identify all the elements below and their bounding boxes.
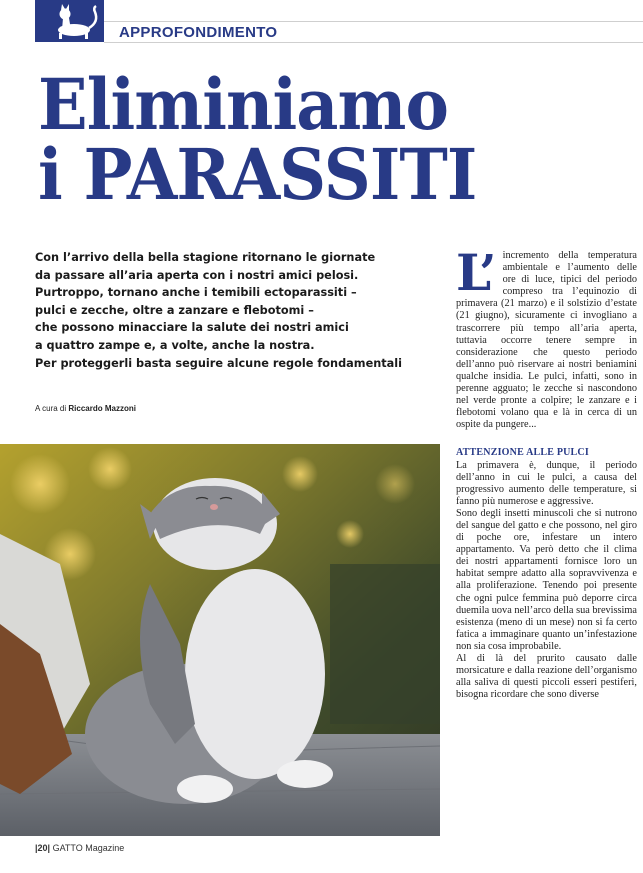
lead-paragraph (35, 249, 415, 372)
lead-line: Per proteggerli basta seguire alcune regole fondamentali (35, 356, 403, 370)
byline-author: Riccardo Mazzoni (68, 404, 136, 413)
header-rule-bottom (104, 42, 643, 43)
intro-paragraph (456, 243, 637, 431)
lead-line: pulci e zecche, oltre a zanzare e flebotomi – (35, 303, 314, 317)
magazine-name: GATTO Magazine (52, 843, 125, 853)
body-paragraph: La primavera è, dunque, il periodo dell’anno in cui le pulci, a causa del progressivo aumento delle temperature, si fanno più numerose e aggressive. (456, 459, 637, 507)
subhead: ATTENZIONE ALLE PULCI (456, 447, 589, 459)
page-number: |20| (35, 843, 51, 853)
intro-text: incremento della temperatura ambientale e l’aumento delle ore di luce, tipici del periodo compreso tra l’equinozio di primavera (21 marzo) e il solstizio d’estate (21 giugno), sicuramente ci invogliano a trascorrere più tempo all’aria aperta, tuttavia occorre tenere sempre in considerazione che questo periodo dell’anno può riservare ai nostri beniamini qualche insidia. Le pulci, infatti, sono in perenne agguato; le zecche si nascondono nel verde pronte a colpire; le zanzare e i flebotomi volano qua e là in cerca di un ospite da pungere... (456, 250, 637, 431)
byline (35, 404, 136, 413)
title-line-2: i PARASSITI (38, 133, 477, 216)
byline-prefix: A cura di (35, 404, 67, 413)
lead-line: da passare all’aria aperta con i nostri amici pelosi. (35, 268, 359, 282)
title-line-1: Eliminiamo (38, 63, 448, 146)
dropcap: L’ (456, 243, 497, 302)
cat-logo-icon (35, 0, 104, 42)
lead-line: Con l’arrivo della bella stagione ritornano le giornate (35, 251, 376, 264)
header-rule-top (104, 21, 643, 22)
page-footer (35, 843, 124, 853)
section-label: APPROFONDIMENTO (119, 24, 278, 41)
lead-line: che possono minacciare la salute dei nostri amici (35, 321, 349, 335)
lead-line: Purtroppo, tornano anche i temibili ectoparassiti – (35, 286, 357, 300)
body-paragraph: Al di là del prurito causato dalle morsicature e dalla reazione dell’organismo alla saliva di questi piccoli esseri pestiferi, bisogna ricordare che sono diverse (456, 653, 637, 701)
cat-scratching-photo (0, 444, 440, 836)
article-title (38, 63, 477, 216)
lead-line: a quattro zampe e, a volte, anche la nostra. (35, 338, 315, 352)
article-body (456, 243, 637, 701)
body-paragraph: Sono degli insetti minuscoli che si nutrono del sangue del gatto e che possono, nel giro di poche ore, infestare un intero appartamento. Va però detto che il clima dei nostri appartamenti fornisce loro un habitat sempre adatto alla sopravvivenza e alla proliferazione. Tenendo poi presente che ogni pulce femmina può deporre circa duemila uova nell’arco della sua brevissima esistenza (meno di un mese) non si fa certo fatica a immaginare quanto un’infestazione non sia cosa improbabile. (456, 507, 637, 652)
